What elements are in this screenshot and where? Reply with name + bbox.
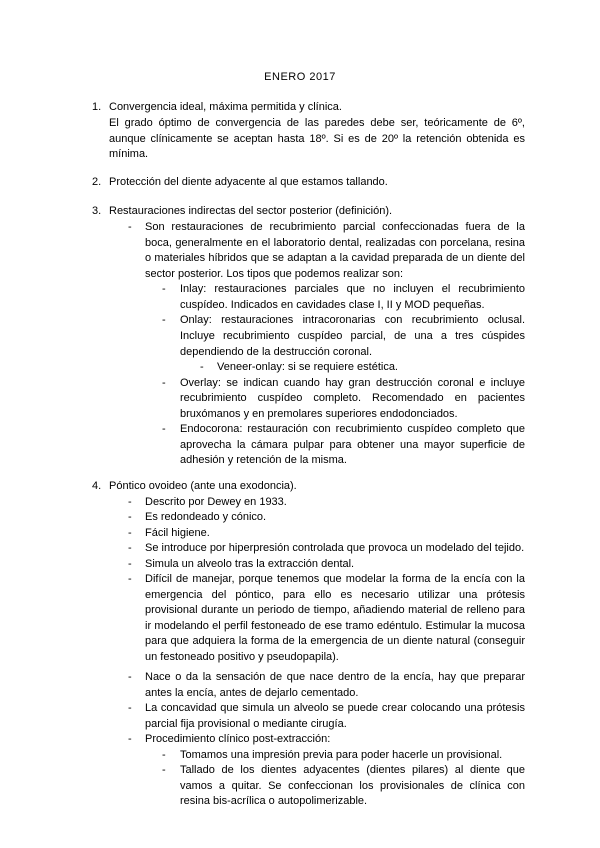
q3-type-dash: -: [162, 314, 166, 326]
q4-step-dash: -: [162, 764, 166, 776]
q3-heading: Restauraciones indirectas del sector posterior (definición).: [109, 205, 393, 217]
q4-step-line: resina bis-acrílica o autopolimerizable.: [180, 795, 368, 807]
q1-heading: Convergencia ideal, máxima permitida y clínica.: [109, 101, 342, 113]
q1-line: mínima.: [109, 148, 149, 160]
q2-heading: Protección del diente adyacente al que estamos tallando.: [109, 176, 388, 188]
q4-item: Descrito por Dewey en 1933.: [145, 496, 287, 508]
q3-type-inlay-line: Inlay: restauraciones parciales que no incluyen el recubrimiento: [180, 283, 525, 295]
q1-line: aunque clínicamente se aceptan hasta 18º. Si es de 20º la retención obtenida es: [109, 133, 525, 145]
q3-intro-line: boca, generalmente en el laboratorio dental, realizadas con porcelana, resina: [145, 237, 525, 249]
q4-item-dash: -: [128, 496, 132, 508]
q4-item-dash: -: [128, 671, 132, 683]
q1-line: El grado óptimo de convergencia de las paredes debe ser, teóricamente de 6º,: [109, 117, 525, 129]
q4-item-line: provisional durante un periodo de tiempo, añadiendo material de relleno para: [145, 604, 525, 616]
q4-item-dash: -: [128, 558, 132, 570]
q3-type-dash: -: [162, 377, 166, 389]
q4-item: Es redondeado y cónico.: [145, 511, 267, 523]
q4-step-line: vamos a quitar. Se confeccionan los provisionales de clínica con: [180, 780, 525, 792]
q4-item: Fácil higiene.: [145, 527, 210, 539]
q4-item-line: para que adquiera la forma de la emergencia de un diente natural (conseguir: [145, 635, 525, 647]
q3-type-onlay-line: Onlay: restauraciones intracoronarias con recubrimiento oclusal.: [180, 314, 525, 326]
q4-item-line: Nace o da la sensación de que nace dentro de la encía, hay que preparar: [145, 671, 525, 683]
q3-subtype-dash: -: [200, 361, 204, 373]
q3-number: 3.: [92, 205, 102, 217]
q4-item: Procedimiento clínico post-extracción:: [145, 733, 331, 745]
page-title: ENERO 2017: [264, 71, 336, 83]
q3-type-onlay-line: dependiendo de la destrucción coronal.: [180, 346, 373, 358]
q4-item-line: ir modelando el perfil festoneado de ese tramo edéntulo. Estimular la mucosa: [145, 620, 525, 632]
q4-item-dash: -: [128, 542, 132, 554]
q4-number: 4.: [92, 480, 102, 492]
q3-type-overlay-line: bruxómanos y en premolares superiores endodonciados.: [180, 408, 458, 420]
q3-subtype-veneer-onlay: Veneer-onlay: si se requiere estética.: [217, 361, 398, 373]
q3-type-endocorona-line: aprovecha la cámara pulpar para obtener una mayor superficie de: [180, 439, 525, 451]
q4-item-line: La concavidad que simula un alveolo se puede crear colocando una prótesis: [145, 702, 525, 714]
q3-type-endocorona-line: Endocorona: restauración con recubrimiento cuspídeo completo que: [180, 423, 525, 435]
q3-intro-line: o materiales híbridos que se adaptan a la cavidad preparada de un diente del: [145, 252, 525, 264]
q4-step-dash: -: [162, 749, 166, 761]
q3-type-overlay-line: Overlay: se indican cuando hay gran destrucción coronal e incluye: [180, 377, 525, 389]
q1-number: 1.: [92, 101, 102, 113]
q4-item-dash: -: [128, 573, 132, 585]
q4-item-line: parcial fija provisional o mediante cirugía.: [145, 718, 347, 730]
q4-step-line: Tomamos una impresión previa para poder hacerle un provisional.: [180, 749, 503, 761]
q3-type-onlay-line: Incluye recubrimiento cuspídeo parcial, de una a tres cúspides: [180, 330, 525, 342]
q3-type-inlay-line: cuspídeo. Indicados en cavidades clase I, II y MOD pequeñas.: [180, 299, 485, 311]
q4-item-line: un festoneado positivo y pseudopapila).: [145, 651, 339, 663]
q4-item-dash: -: [128, 511, 132, 523]
q4-item-dash: -: [128, 733, 132, 745]
q4-item-dash: -: [128, 702, 132, 714]
q4-item: Se introduce por hiperpresión controlada que provoca un modelado del tejido.: [145, 542, 525, 554]
q3-bullet-dash: -: [128, 221, 132, 233]
q3-type-overlay-line: recubrimiento cuspídeo completo. Recomendado en pacientes: [180, 392, 525, 404]
q3-intro-line: sector posterior. Los tipos que podemos realizar son:: [145, 268, 404, 280]
q3-intro-line: Son restauraciones de recubrimiento parcial confeccionadas fuera de la: [145, 221, 525, 233]
q4-item-line: Difícil de manejar, porque tenemos que modelar la forma de la encía con la: [145, 573, 525, 585]
q2-number: 2.: [92, 176, 102, 188]
q3-type-dash: -: [162, 423, 166, 435]
q4-heading: Póntico ovoideo (ante una exodoncia).: [109, 480, 297, 492]
q4-item-line: antes la encía, antes de dejarlo cementado.: [145, 687, 359, 699]
q4-item-line: emergencia del póntico, para ello es necesario utilizar una prótesis: [145, 589, 525, 601]
q4-item: Simula un alveolo tras la extracción dental.: [145, 558, 355, 570]
q4-item-dash: -: [128, 527, 132, 539]
q3-type-endocorona-line: adhesión y retención de la misma.: [180, 454, 347, 466]
q4-step-line: Tallado de los dientes adyacentes (dientes pilares) al diente que: [180, 764, 525, 776]
q3-type-dash: -: [162, 283, 166, 295]
